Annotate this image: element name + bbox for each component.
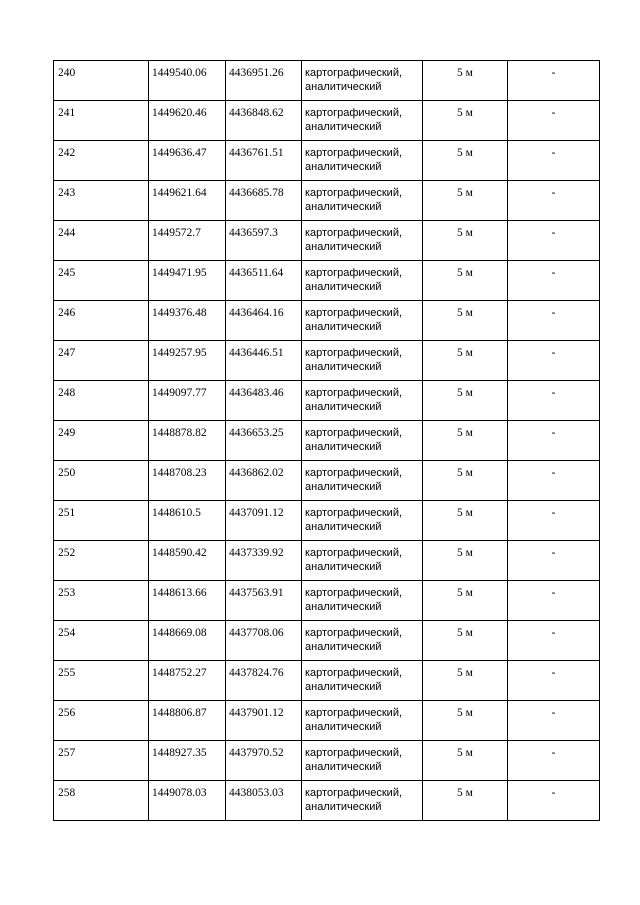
point-number-cell: 256 [54,701,149,741]
x-coordinate-cell: 1449097.77 [149,381,226,421]
method-cell: картографический, аналитический [302,141,423,181]
y-coordinate-cell: 4436848.62 [226,101,302,141]
table-row [54,781,600,821]
method-cell: картографический, аналитический [302,341,423,381]
method-cell: картографический, аналитический [302,61,423,101]
method-cell: картографический, аналитический [302,221,423,261]
y-coordinate-cell: 4436862.02 [226,461,302,501]
note-cell: - [508,181,600,221]
note-cell: - [508,661,600,701]
point-number-cell: 244 [54,221,149,261]
point-number-cell: 250 [54,461,149,501]
method-cell: картографический, аналитический [302,421,423,461]
note-cell: - [508,301,600,341]
y-coordinate-cell: 4436464.16 [226,301,302,341]
note-cell: - [508,381,600,421]
x-coordinate-cell: 1449376.48 [149,301,226,341]
table-row [54,581,600,621]
method-cell: картографический, аналитический [302,781,423,821]
accuracy-cell: 5 м [423,341,508,381]
note-cell: - [508,741,600,781]
point-number-cell: 245 [54,261,149,301]
point-number-cell: 246 [54,301,149,341]
y-coordinate-cell: 4436483.46 [226,381,302,421]
table-row [54,221,600,261]
point-number-cell: 249 [54,421,149,461]
table-row [54,181,600,221]
accuracy-cell: 5 м [423,381,508,421]
table-row [54,341,600,381]
x-coordinate-cell: 1449078.03 [149,781,226,821]
note-cell: - [508,701,600,741]
x-coordinate-cell: 1449620.46 [149,101,226,141]
table-row [54,101,600,141]
accuracy-cell: 5 м [423,541,508,581]
x-coordinate-cell: 1448806.87 [149,701,226,741]
table-row [54,501,600,541]
accuracy-cell: 5 м [423,421,508,461]
accuracy-cell: 5 м [423,581,508,621]
table-row [54,301,600,341]
table-row [54,741,600,781]
x-coordinate-cell: 1448927.35 [149,741,226,781]
y-coordinate-cell: 4438053.03 [226,781,302,821]
table-row [54,61,600,101]
accuracy-cell: 5 м [423,61,508,101]
point-number-cell: 255 [54,661,149,701]
method-cell: картографический, аналитический [302,501,423,541]
note-cell: - [508,421,600,461]
table-row [54,381,600,421]
method-cell: картографический, аналитический [302,381,423,421]
y-coordinate-cell: 4437970.52 [226,741,302,781]
table-row [54,421,600,461]
table-row [54,661,600,701]
y-coordinate-cell: 4436685.78 [226,181,302,221]
note-cell: - [508,501,600,541]
y-coordinate-cell: 4436653.25 [226,421,302,461]
y-coordinate-cell: 4437824.76 [226,661,302,701]
table-row [54,621,600,661]
x-coordinate-cell: 1448752.27 [149,661,226,701]
point-number-cell: 251 [54,501,149,541]
point-number-cell: 258 [54,781,149,821]
note-cell: - [508,461,600,501]
y-coordinate-cell: 4436951.26 [226,61,302,101]
point-number-cell: 252 [54,541,149,581]
point-number-cell: 254 [54,621,149,661]
x-coordinate-cell: 1449257.95 [149,341,226,381]
x-coordinate-cell: 1448610.5 [149,501,226,541]
y-coordinate-cell: 4437091.12 [226,501,302,541]
point-number-cell: 243 [54,181,149,221]
point-number-cell: 247 [54,341,149,381]
accuracy-cell: 5 м [423,141,508,181]
accuracy-cell: 5 м [423,221,508,261]
y-coordinate-cell: 4436511.64 [226,261,302,301]
point-number-cell: 248 [54,381,149,421]
note-cell: - [508,581,600,621]
x-coordinate-cell: 1448613.66 [149,581,226,621]
method-cell: картографический, аналитический [302,101,423,141]
method-cell: картографический, аналитический [302,541,423,581]
note-cell: - [508,341,600,381]
y-coordinate-cell: 4436446.51 [226,341,302,381]
note-cell: - [508,141,600,181]
point-number-cell: 240 [54,61,149,101]
x-coordinate-cell: 1449636.47 [149,141,226,181]
coordinates-table-body [54,61,600,821]
table-row [54,261,600,301]
accuracy-cell: 5 м [423,621,508,661]
accuracy-cell: 5 м [423,781,508,821]
accuracy-cell: 5 м [423,741,508,781]
y-coordinate-cell: 4437563.91 [226,581,302,621]
note-cell: - [508,541,600,581]
method-cell: картографический, аналитический [302,181,423,221]
point-number-cell: 253 [54,581,149,621]
note-cell: - [508,221,600,261]
x-coordinate-cell: 1449572.7 [149,221,226,261]
method-cell: картографический, аналитический [302,261,423,301]
note-cell: - [508,61,600,101]
table-row [54,541,600,581]
method-cell: картографический, аналитический [302,661,423,701]
x-coordinate-cell: 1449471.95 [149,261,226,301]
x-coordinate-cell: 1449540.06 [149,61,226,101]
note-cell: - [508,261,600,301]
table-row [54,701,600,741]
y-coordinate-cell: 4437901.12 [226,701,302,741]
y-coordinate-cell: 4436597.3 [226,221,302,261]
note-cell: - [508,621,600,661]
method-cell: картографический, аналитический [302,701,423,741]
point-number-cell: 257 [54,741,149,781]
accuracy-cell: 5 м [423,181,508,221]
method-cell: картографический, аналитический [302,741,423,781]
method-cell: картографический, аналитический [302,461,423,501]
accuracy-cell: 5 м [423,661,508,701]
point-number-cell: 242 [54,141,149,181]
method-cell: картографический, аналитический [302,301,423,341]
y-coordinate-cell: 4437708.06 [226,621,302,661]
note-cell: - [508,101,600,141]
accuracy-cell: 5 м [423,261,508,301]
accuracy-cell: 5 м [423,701,508,741]
accuracy-cell: 5 м [423,301,508,341]
table-row [54,141,600,181]
x-coordinate-cell: 1449621.64 [149,181,226,221]
x-coordinate-cell: 1448669.08 [149,621,226,661]
x-coordinate-cell: 1448878.82 [149,421,226,461]
point-number-cell: 241 [54,101,149,141]
y-coordinate-cell: 4437339.92 [226,541,302,581]
method-cell: картографический, аналитический [302,621,423,661]
note-cell: - [508,781,600,821]
coordinates-table [53,60,600,821]
y-coordinate-cell: 4436761.51 [226,141,302,181]
method-cell: картографический, аналитический [302,581,423,621]
accuracy-cell: 5 м [423,101,508,141]
x-coordinate-cell: 1448708.23 [149,461,226,501]
table-row [54,461,600,501]
accuracy-cell: 5 м [423,461,508,501]
x-coordinate-cell: 1448590.42 [149,541,226,581]
accuracy-cell: 5 м [423,501,508,541]
